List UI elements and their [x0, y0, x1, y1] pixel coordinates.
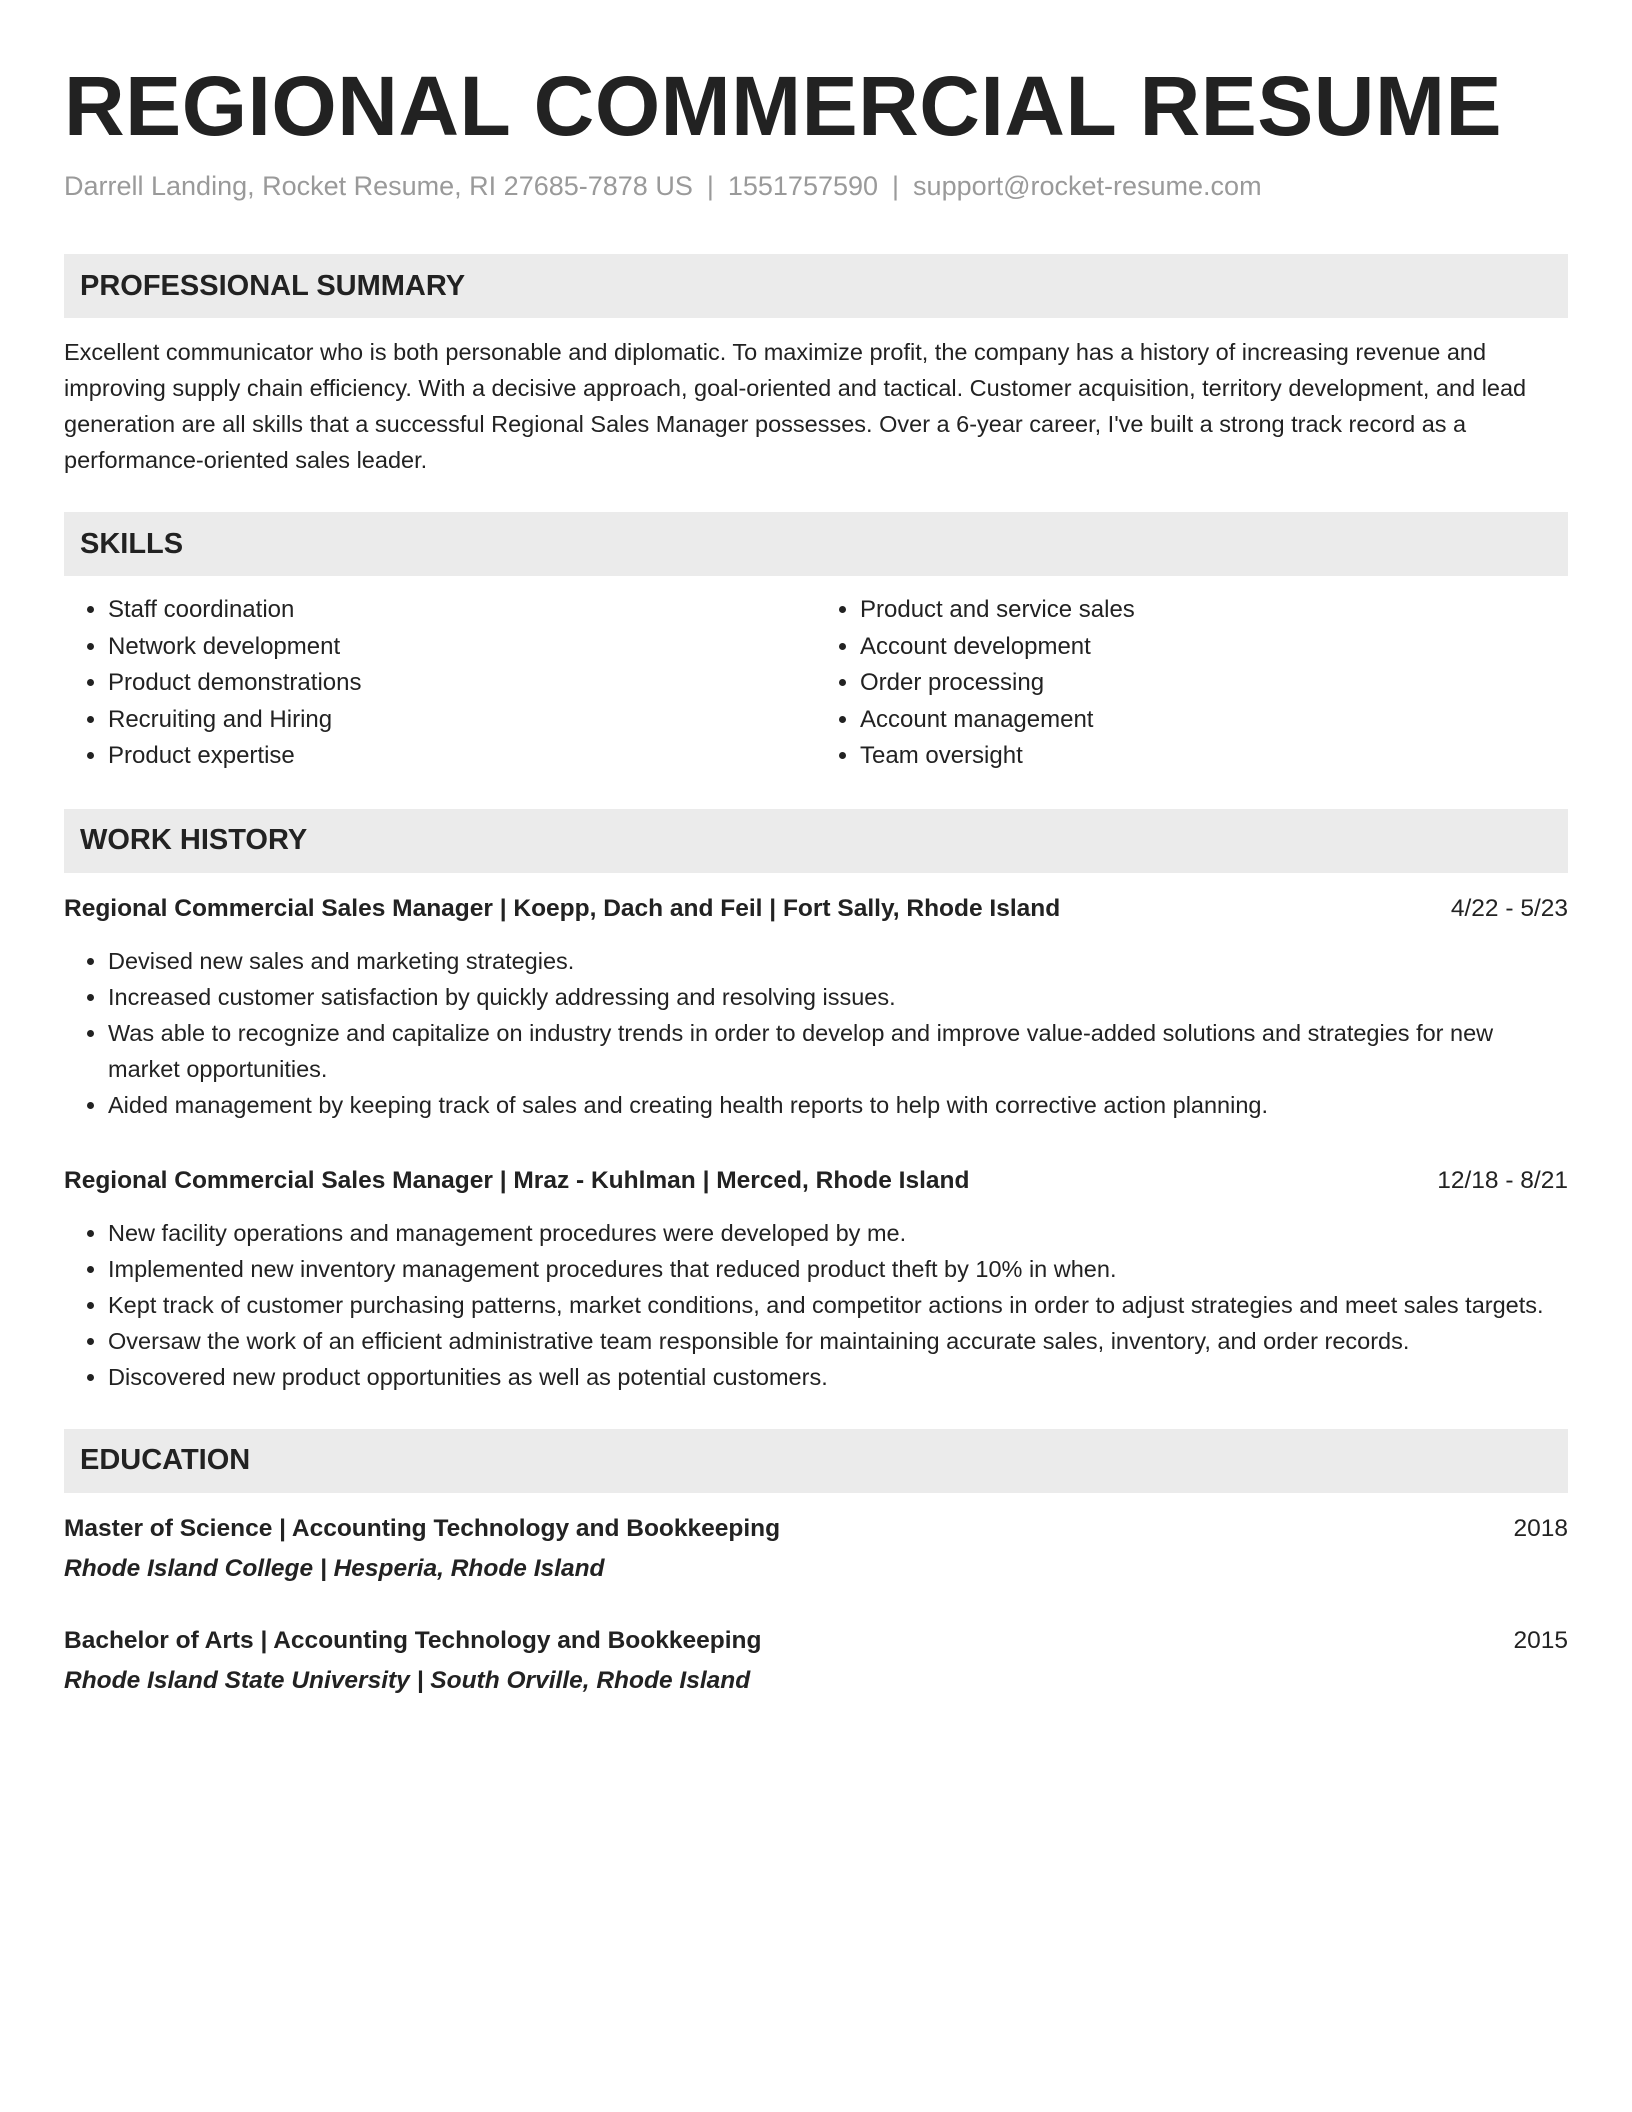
job-bullet: • Increased customer satisfaction by quickly addressing and resolving issues. — [108, 979, 1568, 1015]
job-title: Regional Commercial Sales Manager | Mraz - Kuhlman | Merced, Rhode Island — [64, 1166, 970, 1194]
job-bullet: • Oversaw the work of an efficient administrative team responsible for maintaining accurate sales, inventory, and order records. — [108, 1323, 1568, 1359]
section-header-summary: PROFESSIONAL SUMMARY — [64, 254, 1568, 318]
contact-separator: | — [892, 171, 900, 201]
job-bullet: • Aided management by keeping track of sales and creating health reports to help with corrective action planning. — [108, 1087, 1568, 1123]
job-bullet: • Kept track of customer purchasing patterns, market conditions, and competitor actions in order to adjust strategies and meet sales targets. — [108, 1287, 1568, 1323]
job-bullet: • Implemented new inventory management procedures that reduced product theft by 10% in when. — [108, 1251, 1568, 1287]
job-bullet: • Devised new sales and marketing strategies. — [108, 943, 1568, 979]
education-entry — [64, 1511, 1568, 1587]
skills-column-left — [64, 592, 816, 775]
contact-email: support@rocket-resume.com — [913, 171, 1262, 201]
job-title: Regional Commercial Sales Manager | Koepp, Dach and Feil | Fort Sally, Rhode Island — [64, 894, 1061, 922]
job-header — [64, 1163, 1568, 1199]
contact-line — [64, 168, 1568, 204]
skill-item: • Product and service sales — [860, 592, 1568, 629]
education-school: Rhode Island State University | South Orville, Rhode Island — [64, 1666, 751, 1694]
job-bullet: • New facility operations and management procedures were developed by me. — [108, 1215, 1568, 1251]
job-bullet: • Was able to recognize and capitalize on industry trends in order to develop and improve value-added solutions and strategies for new market opportunities. — [108, 1015, 1568, 1087]
skill-item: • Account management — [860, 702, 1568, 739]
skill-item: • Product expertise — [108, 738, 816, 775]
contact-separator: | — [706, 171, 714, 201]
skill-item: • Network development — [108, 629, 816, 666]
skills-column-right — [816, 592, 1568, 775]
job-header — [64, 891, 1568, 927]
job-dates: 4/22 - 5/23 — [1450, 894, 1568, 922]
skill-item: • Account development — [860, 629, 1568, 666]
skill-item: • Order processing — [860, 665, 1568, 702]
education-school: Rhode Island College | Hesperia, Rhode Island — [64, 1554, 605, 1582]
education-header — [64, 1511, 1568, 1547]
section-header-skills: SKILLS — [64, 512, 1568, 576]
resume-title: REGIONAL COMMERCIAL RESUME — [64, 59, 1502, 153]
job-entry — [64, 1163, 1568, 1395]
education-year: 2018 — [1513, 1514, 1568, 1542]
contact-phone: 1551757590 — [727, 171, 879, 201]
section-header-work-history: WORK HISTORY — [64, 809, 1568, 873]
skill-item: • Product demonstrations — [108, 665, 816, 702]
education-degree: Bachelor of Arts | Accounting Technology and Bookkeeping — [64, 1626, 762, 1654]
job-bullet: • Discovered new product opportunities as well as potential customers. — [108, 1359, 1568, 1395]
summary-text: Excellent communicator who is both personable and diplomatic. To maximize profit, the company has a history of increasing revenue and improving supply chain efficiency. With a decisive approach, goal-oriented and tactical. Customer acquisition, territory development, and lead generation are all skills that a successful Regional Sales Manager possesses. Over a 6-year career, I've built a strong track record as a performance-oriented sales leader. — [64, 339, 1527, 473]
job-bullets — [64, 1215, 1568, 1395]
skill-item: • Recruiting and Hiring — [108, 702, 816, 739]
section-header-education: EDUCATION — [64, 1429, 1568, 1493]
skill-item: • Team oversight — [860, 738, 1568, 775]
skill-item: • Staff coordination — [108, 592, 816, 629]
education-header — [64, 1623, 1568, 1659]
contact-address: Darrell Landing, Rocket Resume, RI 27685-7878 US — [64, 171, 693, 201]
job-dates: 12/18 - 8/21 — [1437, 1166, 1568, 1194]
education-year: 2015 — [1513, 1626, 1568, 1654]
job-bullets — [64, 943, 1568, 1123]
education-entry — [64, 1623, 1568, 1699]
skills-list — [64, 592, 1568, 775]
education-degree: Master of Science | Accounting Technology and Bookkeeping — [64, 1514, 781, 1542]
job-entry — [64, 891, 1568, 1123]
